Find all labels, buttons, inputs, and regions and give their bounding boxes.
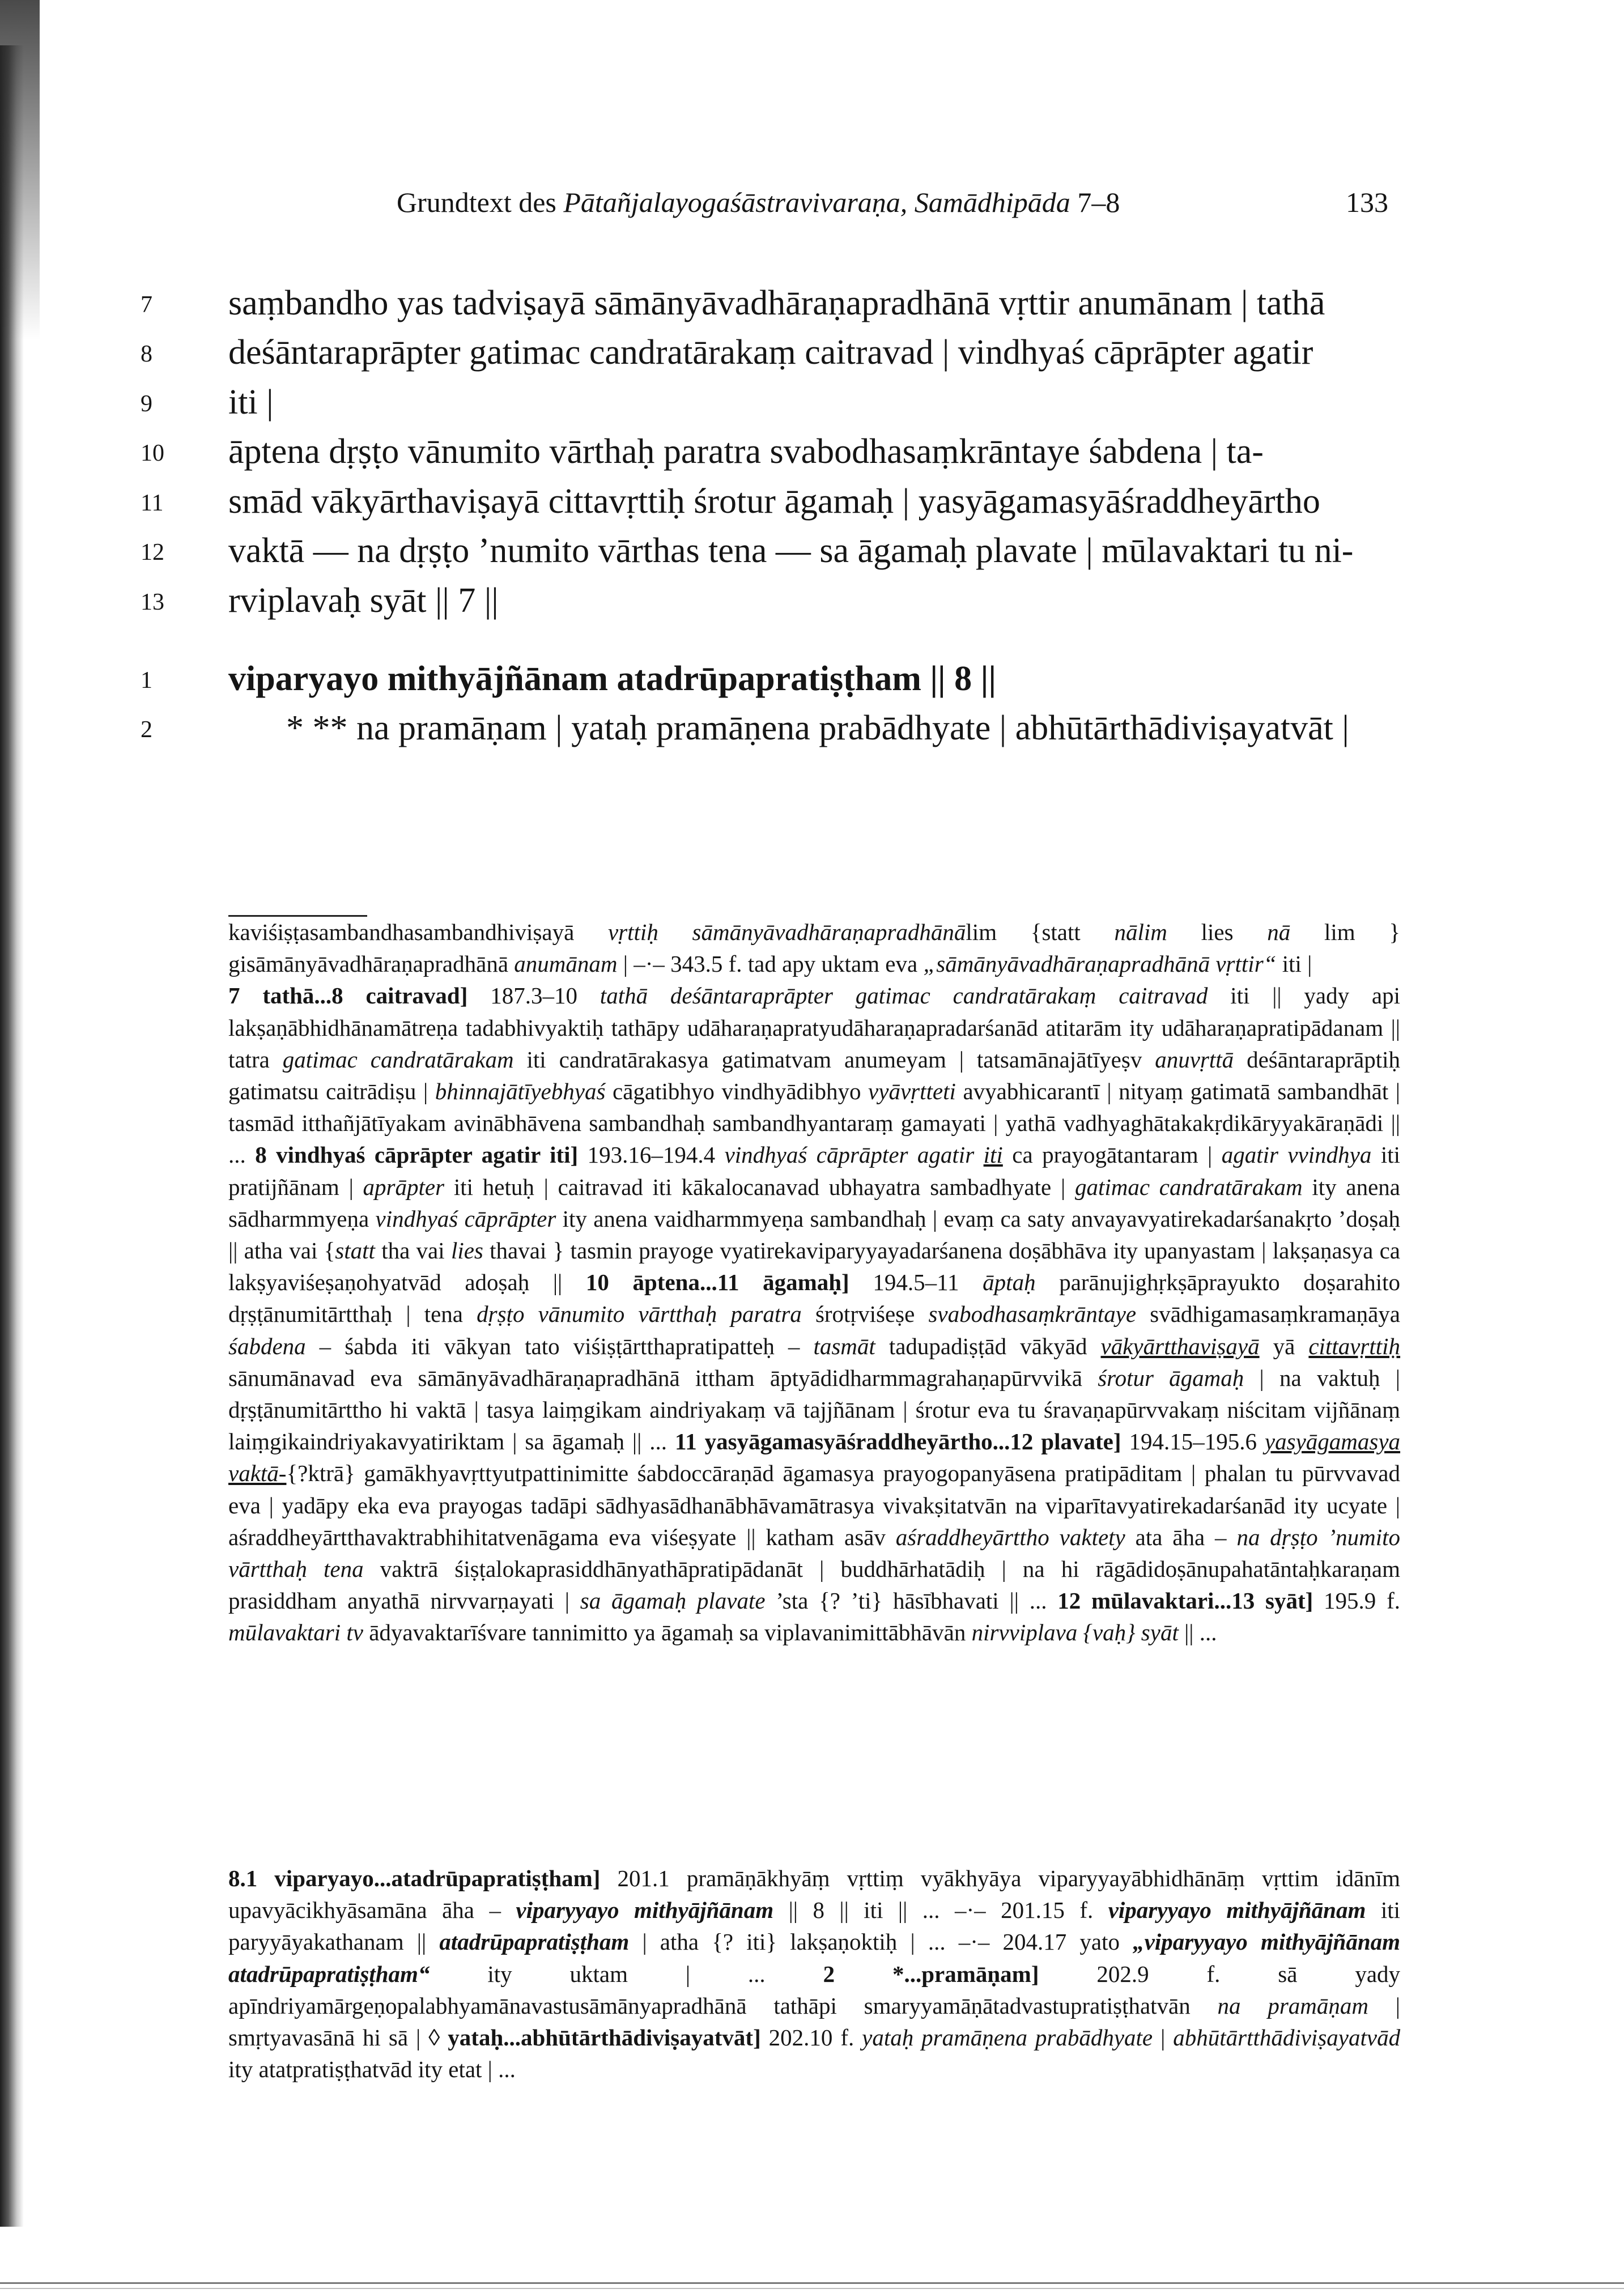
line-number: 7: [141, 292, 152, 318]
fn-text: | atha {? iti} lakṣaṇoktiḥ | ... –·– 204.17 yato: [642, 1929, 1120, 1955]
text-line: [0, 581, 1624, 632]
fn-text: 202.10 f.: [768, 2024, 854, 2051]
fn-lemma: 8 vindhyaś cāprāpter agatir iti]: [255, 1142, 579, 1168]
fn-italic: anuvṛttā: [1155, 1046, 1234, 1073]
fn-italic: gatimac candratārakam: [282, 1046, 514, 1073]
fn-italic: „sāmānyāvadhāraṇapradhānā vṛttir“: [923, 951, 1277, 977]
fn-italic: viparyyayo mithyājñānam: [1108, 1897, 1366, 1924]
text-line: [0, 382, 1624, 433]
fn-italic: tathā deśāntaraprāpter gatimac candratārakaṃ caitravad: [600, 982, 1208, 1009]
fn-italic: sa āgamaḥ plavate: [580, 1588, 766, 1614]
line-number: 13: [141, 589, 164, 615]
line-number: 10: [141, 440, 164, 466]
fn-text: iti || yady api lakṣaṇābhidhānamātreṇa tadabhivyaktiḥ tathāpy udāharaṇapratyudāharaṇapradarśanād atitarām ity udāharaṇapratipādanam || tatra: [228, 982, 1401, 1073]
fn-text: 194.15–195.6: [1129, 1428, 1257, 1455]
fn-text: | na vaktuḥ | dṛṣṭānumitārttho hi vaktā | tasya laiṃgikam aindriyakaṃ vā tajjñānam | śrotur eva tu śravaṇapūrvvakaṃ niścitam vijñānaṃ laiṃgikaindriyakavyatiriktam | sa āgamaḥ || ...: [228, 1364, 1400, 1455]
fn-italic: vākyārtthaviṣayā: [1100, 1333, 1260, 1359]
fn-lemma: 8.1 viparyayo...atadrūpapratiṣṭham]: [228, 1865, 601, 1891]
fn-lemma: 12 mūlavaktari...13 syāt]: [1057, 1588, 1313, 1614]
fn-text: ata āha –: [1135, 1524, 1227, 1550]
fn-text: ’sta {? ’ti} hāsībhavati || ...: [776, 1588, 1047, 1614]
fn-text: śrotṛviśeṣe: [815, 1301, 915, 1328]
text-line: [0, 531, 1624, 582]
line-text: saṃbandho yas tadviṣayā sāmānyāvadhāraṇapradhānā vṛttir anumānam | tathā: [228, 284, 1325, 322]
line-number: 11: [141, 490, 164, 516]
line-number: 8: [141, 341, 152, 367]
fn-italic: nirvviplava {vaḥ} syāt: [971, 1619, 1179, 1646]
footnote-block-7: [228, 916, 1400, 1649]
fn-text: yā: [1273, 1333, 1295, 1359]
fn-text: ādyavaktarīśvare tannimitto ya āgamaḥ sa viplavanimittābhāvān: [369, 1619, 966, 1646]
fn-italic: āptaḥ: [983, 1269, 1036, 1296]
fn-italic: cittavṛttiḥ: [1308, 1333, 1401, 1359]
fn-italic: na dṛṣṭo ’numito vārtthaḥ tena: [228, 1524, 1401, 1582]
fn-italic: atadrūpapratiṣṭham: [439, 1929, 630, 1955]
fn-italic: anumānam: [514, 951, 618, 977]
text-line: [0, 333, 1624, 384]
fn-italic: mūlavaktari tv: [228, 1619, 363, 1646]
line-number: 9: [141, 391, 152, 417]
fn-text: cāgatibhyo vindhyādibhyo: [613, 1078, 861, 1105]
fn-text: iti |: [1282, 951, 1312, 977]
fn-italic: dṛṣṭo vānumito vārtthaḥ paratra: [477, 1301, 802, 1328]
fn-italic: statt: [335, 1237, 375, 1264]
line-text: iti |: [228, 383, 274, 422]
fn-italic: viparyyayo mithyājñānam: [516, 1897, 774, 1924]
fn-text: vaktrā śiṣṭalokaprasiddhānyathāpratipādanāt | buddhārhatādiḥ | na hi rāgādidoṣānupahatāntaḥkaraṇam prasiddham anyathā nirvvarṇayati |: [228, 1556, 1401, 1614]
fn-italic: bhinnajātīyebhyaś: [435, 1078, 606, 1105]
fn-text: iti pratijñānam |: [228, 1142, 1401, 1200]
fn-text: 193.16–194.4: [587, 1142, 716, 1168]
fn-italic: abhūtārtthādiviṣayatvād: [1173, 2024, 1401, 2051]
fn-text: | –·– 343.5 f. tad apy uktam eva: [623, 951, 918, 977]
fn-italic: vindhyaś cāprāpter: [375, 1205, 556, 1232]
fn-text: || ...: [1184, 1619, 1217, 1646]
text-line: [0, 482, 1624, 533]
header-title: Grundtext des Pātañjalayogaśāstravivaraṇa, Samādhipāda 7–8: [397, 186, 1120, 218]
line-number: 2: [141, 717, 152, 743]
line-text: deśāntaraprāpter gatimac candratārakaṃ caitravad | vindhyaś cāprāpter agatir: [228, 333, 1313, 372]
fn-italic: vindhyaś cāprāpter agatir: [724, 1142, 975, 1168]
fn-text: ity anena sādharmmyeṇa: [228, 1173, 1401, 1232]
fn-text: 202.9 f. sā yady apīndriyamārgeṇopalabhyamānavastusāmānyapradhānā tathāpi smaryyamāṇātadvastupratiṣṭhatvān: [228, 1960, 1401, 2019]
fn-text: ity atatpratiṣṭhatvād ity etat | ...: [228, 2056, 516, 2083]
sutra-line: [0, 659, 1624, 710]
running-header: [397, 186, 1388, 231]
fn-lemma: yataḥ...abhūtārthādiviṣayatvāt]: [448, 2024, 761, 2051]
fn-lemma: 11 yasyāgamasyāśraddheyārtho...12 plavate]: [674, 1428, 1121, 1455]
fn-text: svādhigamasaṃkramaṇāya: [1150, 1301, 1400, 1328]
line-text: rviplavaḥ syāt || 7 ||: [228, 581, 499, 620]
fn-text: |: [1160, 2024, 1166, 2051]
text-line: [0, 708, 1624, 759]
line-number: 1: [141, 667, 152, 694]
fn-italic: na pramāṇam: [1217, 1992, 1368, 2019]
scan-bottom-edge: [0, 2282, 1624, 2284]
fn-text: sānumānavad eva sāmānyāvadhāraṇapradhānā ittham āptyādidharmmagrahaṇapūrvvikā: [228, 1364, 1082, 1391]
fn-text: iti paryyāyakathanam ||: [228, 1897, 1401, 1955]
fn-italic: „viparyyayo mithyājñānam atadrūpapratiṣṭham“: [228, 1929, 1401, 1987]
fn-text: aśraddheyārtthavaktrabhihitatvenāgama eva viśeṣyate || katham asāv: [228, 1524, 886, 1550]
fn-italic: aśraddheyārttho vaktety: [895, 1524, 1125, 1550]
fn-lemma: 7 tathā...8 caitravad]: [228, 982, 468, 1009]
fn-text: parānujighṛkṣāprayukto doṣarahito dṛṣṭānumitārtthaḥ | tena: [228, 1269, 1400, 1328]
fn-text: 201.1 pramāṇākhyāṃ vṛttiṃ vyākhyāya viparyyayābhidhānāṃ vṛttim idānīm upavyācikhyāsamāna āha –: [228, 1865, 1400, 1924]
fn-text: iti hetuḥ | caitravad iti kākalocanavad ubhayatra sambadhyate |: [453, 1173, 1066, 1200]
fn-text: {?ktrā} gamākhyavṛttyutpattinimitte śabdoccāraṇād āgamasya prayogopanyāsena pratipāditam | phalan tu pūrvvavad eva | yadāpy eka eva prayogas tadāpi sādhyasādhanābhāvamātrasya vivakṣitatvān na viparītavyatirekadarśanād ity ucyate |: [228, 1460, 1400, 1518]
fn-text: kaviśiṣṭasambandhasambandhiviṣayā: [228, 919, 575, 945]
fn-text: ca prayogātantaram |: [1012, 1142, 1213, 1168]
fn-text: thavai } tasmin prayoge vyatirekaviparyyayadarśanena doṣābhāva ity upanyastam | lakṣaṇasya ca lakṣyaviśeṣaṇohyatvād adoṣaḥ ||: [228, 1237, 1401, 1296]
fn-text: lies: [1201, 919, 1234, 945]
fn-text: 187.3–10: [490, 982, 577, 1009]
fn-lemma: 2 *...pramāṇam]: [823, 1960, 1039, 1987]
fn-italic: lies: [450, 1237, 483, 1264]
fn-italic: yataḥ pramāṇena prabādhyate: [862, 2024, 1153, 2051]
fn-text: lim } gisāmānyāvadhāraṇapradhānā: [228, 919, 1401, 977]
fn-text: tha vai: [381, 1237, 445, 1264]
fn-text: 195.9 f.: [1324, 1588, 1400, 1614]
sutra-text: viparyayo mithyājñānam atadrūpapratiṣṭham || 8 ||: [228, 660, 996, 698]
fn-italic: aprāpter: [363, 1173, 445, 1200]
fn-italic: gatimac candratārakam: [1074, 1173, 1303, 1200]
fn-text: iti candratārakasya gatimatvam anumeyam | tatsamānajātīyeṣv: [526, 1046, 1142, 1073]
fn-text: tadupadiṣṭād vākyād: [888, 1333, 1087, 1359]
fn-italic: nā: [1267, 919, 1291, 945]
text-line: [0, 283, 1624, 334]
fn-italic: svabodhasaṃkrāntaye: [928, 1301, 1137, 1328]
fn-text: lim {statt: [966, 919, 1081, 945]
fn-italic: vyāvṛtteti: [868, 1078, 956, 1105]
fn-text: ity uktam | ...: [487, 1960, 766, 1987]
text-line: [0, 432, 1624, 483]
line-text: smād vākyārthaviṣayā cittavṛttiḥ śrotur āgamaḥ | yasyāgamasyāśraddheyārtho: [228, 482, 1320, 521]
fn-italic: yasyāgamasya vaktā-: [228, 1428, 1401, 1487]
line-text: vaktā — na dṛṣṭo ’numito vārthas tena — sa āgamaḥ plavate | mūlavaktari tu ni-: [228, 531, 1354, 570]
fn-italic: agatir vvindhya: [1221, 1142, 1372, 1168]
fn-text: deśāntaraprāptiḥ gatimatsu caitrādiṣu |: [228, 1046, 1401, 1105]
fn-italic: vṛttiḥ sāmānyāvadhāraṇapradhānā: [608, 919, 966, 945]
fn-italic: iti: [983, 1142, 1003, 1168]
fn-text: 194.5–11: [873, 1269, 959, 1296]
line-number: 12: [141, 539, 164, 565]
line-text: * ** na pramāṇam | yataḥ pramāṇena prabādhyate | abhūtārthādiviṣayatvāt |: [286, 709, 1349, 747]
fn-text: avyabhicarantī | nityaṃ gatimatā sambandhāt | tasmād itthañjātīyakam avinābhāvena sambandhaḥ sambandhyantaraṃ gamayati | yathā vadhyaghātakakṛdikāryyakāraṇādi || ...: [228, 1078, 1401, 1168]
fn-italic: tasmāt: [813, 1333, 875, 1359]
fn-text: ity anena vaidharmmyeṇa sambandhaḥ | evaṃ ca saty anvayavyatirekadarśanakṛto ’doṣaḥ || atha vai {: [228, 1205, 1401, 1264]
fn-italic: śabdena –: [228, 1333, 331, 1359]
footnote-block-8: [228, 1862, 1400, 2085]
page-number: 133: [1346, 186, 1388, 218]
line-text: āptena dṛṣṭo vānumito vārthaḥ paratra svabodhasaṃkrāntaye śabdena | ta-: [228, 432, 1264, 471]
fn-text: śabda iti vākyan tato viśiṣṭārtthapratipatteḥ –: [345, 1333, 800, 1359]
fn-text: | smṛtyavasānā hi sā | ◊: [228, 1992, 1400, 2051]
fn-italic: śrotur āgamaḥ: [1098, 1364, 1244, 1391]
fn-italic: nālim: [1114, 919, 1167, 945]
scan-bottom-edge-secondary: [0, 2288, 1624, 2289]
fn-lemma: 10 āptena...11 āgamaḥ]: [585, 1269, 849, 1296]
fn-text: || 8 || iti || ... –·– 201.15 f.: [788, 1897, 1094, 1924]
